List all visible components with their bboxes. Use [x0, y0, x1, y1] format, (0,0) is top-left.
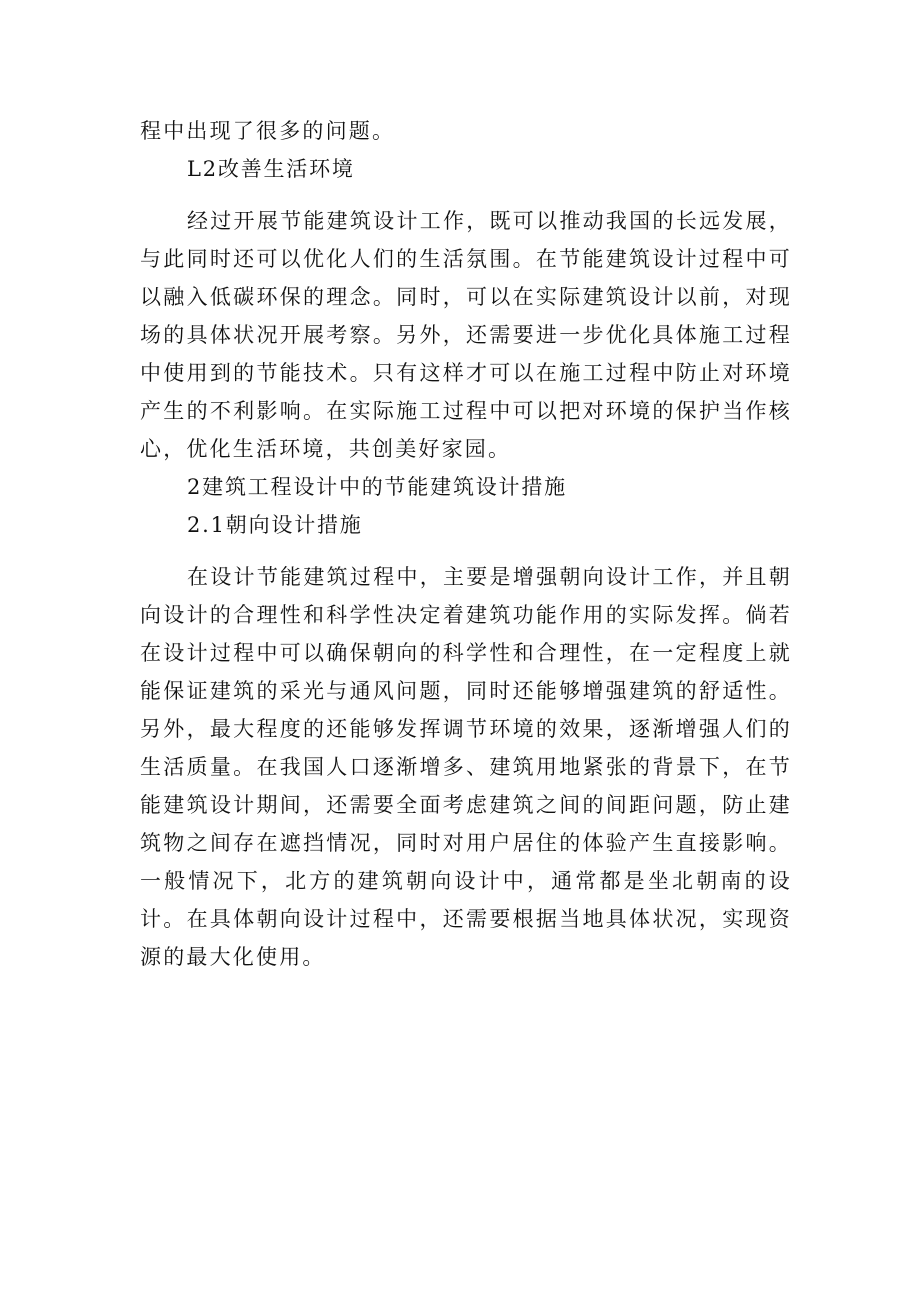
continuation-paragraph: 程中出现了很多的问题。 — [140, 119, 396, 143]
section-heading-2-1: 2.1朝向设计措施 — [187, 513, 363, 537]
section-heading-2: 2建筑工程设计中的节能建筑设计措施 — [187, 475, 567, 499]
orientation-design-paragraph: 在设计节能建筑过程中，主要是增强朝向设计工作，并且朝向设计的合理性和科学性决定着建筑功能作用的实际发挥。倘若在设计过程中可以确保朝向的科学性和合理性，在一定程度上就能保证建筑的采光与通风问题，同时还能够增强建筑的舒适性。另外，最大程度的还能够发挥调节环境的效果，逐渐增强人们的生活质量。在我国人口逐渐增多、建筑用地紧张的背景下，在节能建筑设计期间，还需要全面考虑建筑之间的间距问题，防止建筑物之间存在遮挡情况，同时对用户居住的体验产生直接影响。一般情况下，北方的建筑朝向设计中，通常都是坐北朝南的设计。在具体朝向设计过程中，还需要根据当地具体状况，实现资源的最大化使用。 — [140, 565, 792, 969]
section-heading-l2: L2改善生活环境 — [187, 157, 355, 181]
document-body — [140, 112, 792, 976]
living-environment-paragraph: 经过开展节能建筑设计工作，既可以推动我国的长远发展，与此同时还可以优化人们的生活氛围。在节能建筑设计过程中可以融入低碳环保的理念。同时，可以在实际建筑设计以前，对现场的具体状况开展考察。另外，还需要进一步优化具体施工过程中使用到的节能技术。只有这样才可以在施工过程中防止对环境产生的不利影响。在实际施工过程中可以把对环境的保护当作核心，优化生活环境，共创美好家园。 — [140, 209, 792, 461]
